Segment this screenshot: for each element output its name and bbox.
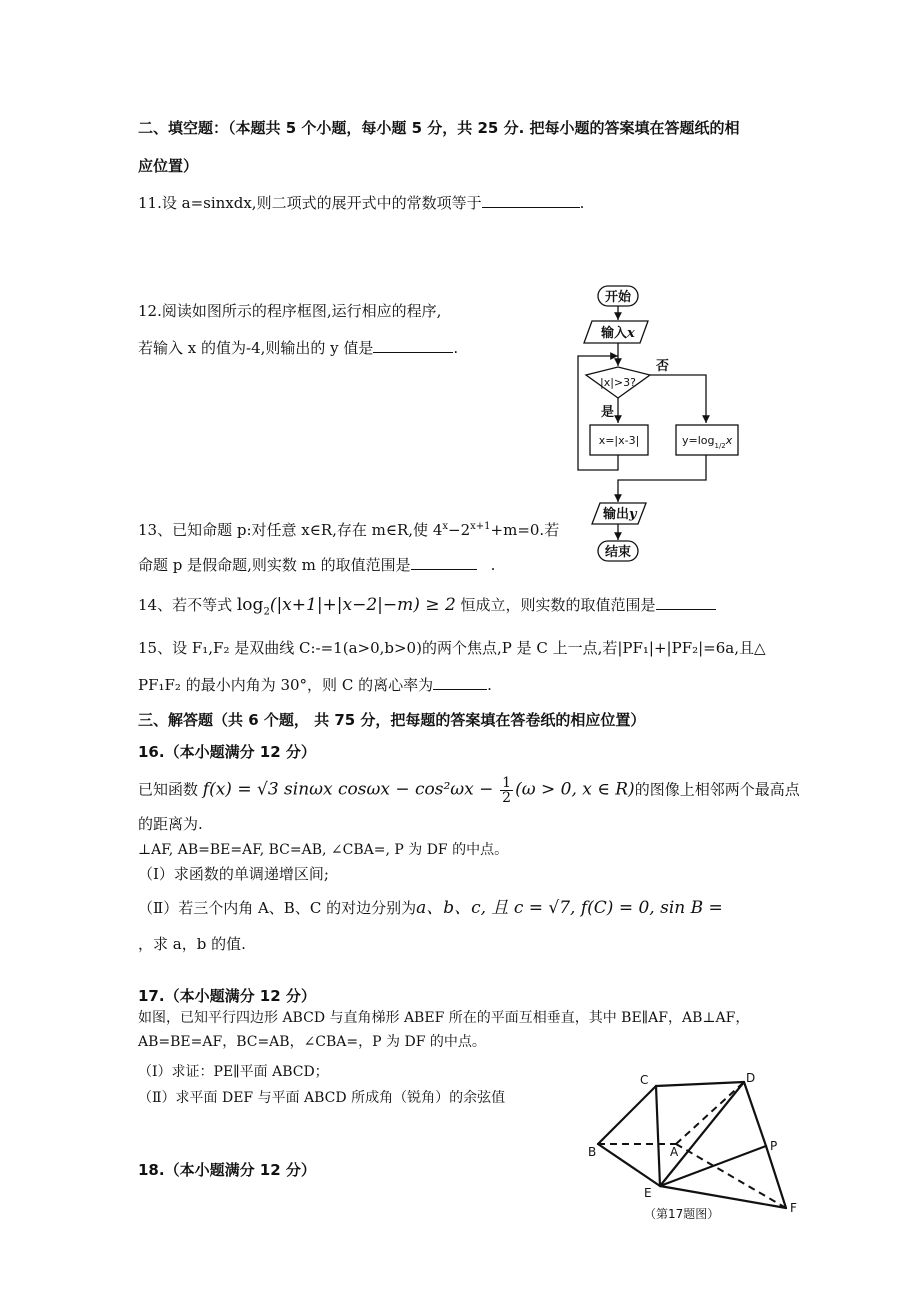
flowchart-left-process-label: x=|x-3| <box>598 434 640 447</box>
section3-heading: 三、解答题（共 6 个题， 共 75 分，把每题的答案填在答卷纸的相应位置） <box>138 711 646 729</box>
question-16-title: 16.（本小题满分 12 分） <box>138 743 316 761</box>
flowchart-start-label: 开始 <box>604 290 632 305</box>
answer-blank <box>482 193 580 208</box>
question-13-text-c: +m=0.若 <box>490 521 560 539</box>
question-17-part2: （Ⅱ）求平面 DEF 与平面 ABCD 所成角（锐角）的余弦值 <box>138 1090 506 1106</box>
question-16-formula: f(x) = √3 sinωx cosωx − cos²ωx − <box>202 779 494 800</box>
question-12-line1: 12.阅读如图所示的程序框图,运行相应的程序, <box>138 302 442 320</box>
question-15-text: PF₁F₂ 的最小内角为 30°，则 C 的离心率为 <box>138 676 434 694</box>
question-15-line2 <box>138 675 492 695</box>
vertex-label-b: B <box>588 1145 597 1159</box>
flowchart-right-process-label: $y=\log_{1/2}x$ <box>682 434 733 450</box>
vertex-label-d: D <box>746 1071 756 1085</box>
question-16-part1: （Ⅰ）求函数的单调递增区间; <box>138 865 329 883</box>
figure-17 <box>580 1070 810 1230</box>
question-17-line1: 如图，已知平行四边形 ABCD 与直角梯形 ABEF 所在的平面互相垂直，其中 BE∥AF，AB⊥AF， <box>138 1010 750 1026</box>
vertex-label-e: E <box>644 1186 652 1200</box>
figure-17-caption: （第17题图） <box>644 1207 720 1221</box>
answer-blank <box>433 675 487 690</box>
section2-heading-line2: 应位置） <box>138 157 199 175</box>
flowchart-output-label: 输出y <box>603 507 637 522</box>
question-13-line1 <box>138 517 559 540</box>
question-17-part1: （Ⅰ）求证：PE∥平面 ABCD； <box>138 1064 329 1080</box>
question-16-line1 <box>138 776 800 805</box>
question-16-formula-tail: (ω > 0, x ∈ R) <box>515 779 635 800</box>
question-11 <box>138 193 584 213</box>
question-12-text: 若输入 x 的值为-4,则输出的 y 值是 <box>138 339 374 357</box>
question-15-line1: 15、设 F₁,F₂ 是双曲线 C:-=1(a>0,b>0)的两个焦点,P 是 C 上一点,若|PF₁|+|PF₂|=6a,且△ <box>138 639 766 657</box>
question-14-suffix: 恒成立，则实数的取值范围是 <box>460 596 656 614</box>
vertex-label-a: A <box>670 1145 679 1159</box>
question-17-line2: AB=BE=AF，BC=AB，∠CBA=，P 为 DF 的中点。 <box>138 1034 486 1050</box>
question-16-part2-line2: ，求 a，b 的值. <box>138 935 246 953</box>
flowchart <box>570 280 760 570</box>
section2-heading-line1: 二、填空题：（本题共 5 个小题，每小题 5 分，共 25 分. 把每小题的答案填在答题纸的相 <box>138 119 740 137</box>
question-16-suffix: 的图像上相邻两个最高点 <box>634 780 800 799</box>
flowchart-no-label: 否 <box>656 359 670 374</box>
answer-blank <box>411 555 477 570</box>
vertex-label-c: C <box>640 1073 649 1087</box>
question-16-part2-prefix: （Ⅱ）若三个内角 A、B、C 的对边分别为 <box>138 899 417 917</box>
question-13-end: . <box>490 556 496 574</box>
question-11-end: . <box>579 194 585 212</box>
question-13-exp1: x <box>442 521 449 532</box>
flowchart-input-label: 输入x <box>601 326 635 341</box>
answer-blank <box>373 338 453 353</box>
vertex-label-p: P <box>770 1139 778 1153</box>
question-16-part2 <box>138 898 723 918</box>
question-15-end: . <box>487 676 492 694</box>
question-16-line2: 的距离为. <box>138 815 203 833</box>
question-16-line3: ⊥AF, AB=BE=AF, BC=AB, ∠CBA=, P 为 DF 的中点。 <box>138 842 509 858</box>
answer-blank <box>656 595 716 610</box>
question-14 <box>138 595 716 622</box>
vertex-label-f: F <box>790 1201 797 1215</box>
question-13-text-line2: 命题 p 是假命题,则实数 m 的取值范围是 <box>138 556 411 574</box>
question-14-formula: $\log_2(|x+1|+|x-2|-m) \ge 2$ <box>236 595 456 618</box>
question-13-text-b: −2 <box>448 521 471 539</box>
question-18-title: 18.（本小题满分 12 分） <box>138 1161 316 1179</box>
question-16-prefix: 已知函数 <box>138 780 199 799</box>
flowchart-yes-label: 是 <box>601 405 615 420</box>
question-13-line2 <box>138 555 495 575</box>
question-12-line2 <box>138 338 458 358</box>
question-12-end: . <box>453 339 459 357</box>
question-17-title: 17.（本小题满分 12 分） <box>138 987 316 1005</box>
question-13-exp2: x+1 <box>470 521 491 532</box>
question-14-prefix: 14、若不等式 <box>138 596 233 614</box>
question-13-text-a: 13、已知命题 p:对任意 x∈R,存在 m∈R,使 4 <box>138 521 443 539</box>
flowchart-end-label: 结束 <box>604 545 632 560</box>
question-16-part2-formula: a、b、c, 且 c = √7, f(C) = 0, sin B = <box>416 898 723 918</box>
flowchart-condition-label: |x|>3? <box>600 376 636 389</box>
fraction-one-half: $\frac{1}{2}$ <box>502 775 512 806</box>
question-11-text: 11.设 a=sinxdx,则二项式的展开式中的常数项等于 <box>138 194 482 212</box>
